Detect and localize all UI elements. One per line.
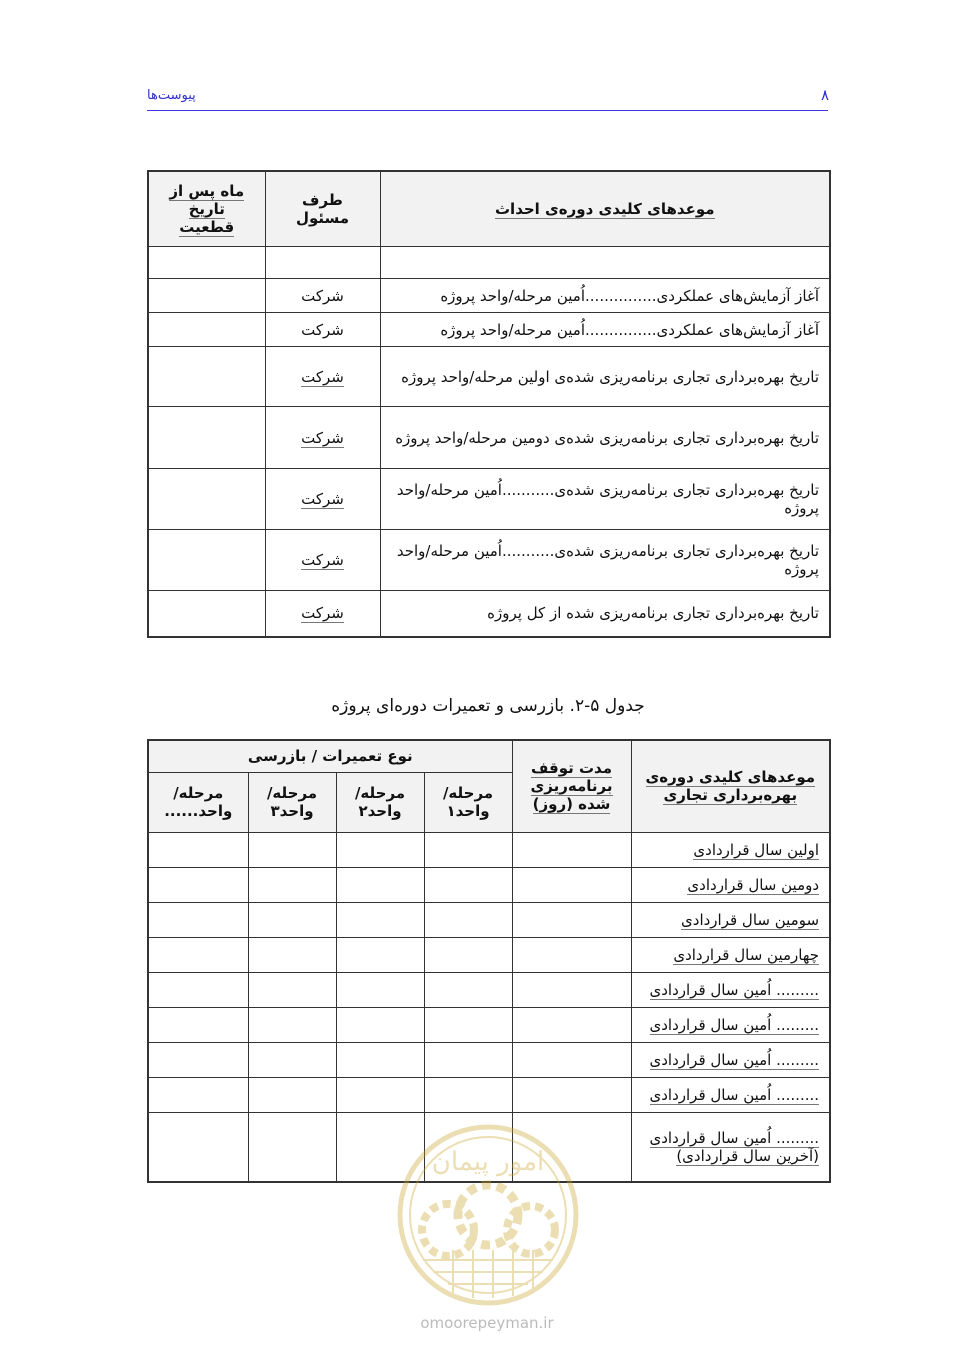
milestone-cell: ......... اُمین سال قراردادی: [631, 1042, 830, 1077]
table-row: [148, 1042, 830, 1077]
watermark-logo: [393, 1120, 583, 1310]
unit-header: مرحله/ واحد......: [148, 772, 248, 832]
svg-text:امور پیمان: امور پیمان: [431, 1147, 545, 1177]
page-number: ۸: [821, 86, 830, 104]
milestone-cell: ......... اُمین سال قراردادی (آخرین سال قراردادی): [631, 1112, 830, 1182]
party-cell: شرکت: [265, 347, 380, 407]
table-row: [148, 279, 830, 313]
party-cell: شرکت: [265, 469, 380, 530]
gear-logo-icon: [393, 1120, 583, 1310]
table-row: [148, 469, 830, 530]
months-cell: [148, 347, 265, 407]
months-cell: [148, 313, 265, 347]
party-cell: شرکت: [265, 530, 380, 591]
milestone-cell: [380, 247, 830, 279]
milestone-cell: تاریخ بهره‌برداری تجاری برنامه‌ریزی شده از کل پروژه: [380, 591, 830, 637]
party-cell: شرکت: [265, 407, 380, 469]
downtime-header: مدت توقف برنامه‌ریزی شده (روز): [512, 740, 631, 832]
table-caption: جدول ۵-۲. بازرسی و تعمیرات دوره‌ای پروژه: [331, 696, 645, 716]
milestone-cell: تاریخ بهره‌برداری تجاری برنامه‌ریزی شده‌ی دومین مرحله/واحد پروژه: [380, 407, 830, 469]
table-row: [148, 972, 830, 1007]
construction-milestones-table: [147, 170, 831, 638]
months-cell: [148, 591, 265, 637]
months-header: ماه پس از تاریخ قطعیت: [148, 171, 265, 247]
milestone-cell: اولین سال قراردادی: [631, 832, 830, 867]
table-row: [148, 247, 830, 279]
table-row: [148, 1007, 830, 1042]
table-row: [148, 937, 830, 972]
table-row: [148, 313, 830, 347]
section-title: پیوست‌ها: [147, 88, 196, 103]
table-row: [148, 867, 830, 902]
milestone-cell: ......... اُمین سال قراردادی: [631, 1007, 830, 1042]
unit-header: مرحله/ واحد۱: [424, 772, 512, 832]
table-row: [148, 832, 830, 867]
repair-type-header: نوع تعمیرات / بازرسی: [148, 740, 512, 772]
milestone-header: موعدهای کلیدی دوره‌ی بهره‌برداری تجاری: [631, 740, 830, 832]
party-cell: شرکت: [265, 279, 380, 313]
milestone-header: موعدهای کلیدی دوره‌ی احداث: [380, 171, 830, 247]
table-row: [148, 530, 830, 591]
months-cell: [148, 530, 265, 591]
inspection-repair-table: [147, 739, 831, 1183]
milestone-cell: آغاز آزمایش‌های عملکردی...............اُمین مرحله/واحد پروژه: [380, 279, 830, 313]
table-row: [148, 407, 830, 469]
milestone-cell: ......... اُمین سال قراردادی: [631, 1077, 830, 1112]
milestone-cell: چهارمین سال قراردادی: [631, 937, 830, 972]
table-row: [148, 1077, 830, 1112]
unit-header: مرحله/ واحد۳: [248, 772, 336, 832]
milestone-cell: تاریخ بهره‌برداری تجاری برنامه‌ریزی شده‌ی...........اُمین مرحله/واحد پروژه: [380, 469, 830, 530]
party-cell: شرکت: [265, 591, 380, 637]
months-cell: [148, 407, 265, 469]
months-cell: [148, 247, 265, 279]
party-cell: شرکت: [265, 313, 380, 347]
milestone-cell: تاریخ بهره‌برداری تجاری برنامه‌ریزی شده‌ی اولین مرحله/واحد پروژه: [380, 347, 830, 407]
milestone-cell: تاریخ بهره‌برداری تجاری برنامه‌ریزی شده‌ی...........اُمین مرحله/واحد پروژه: [380, 530, 830, 591]
party-cell: [265, 247, 380, 279]
party-header: طرف مسئول: [265, 171, 380, 247]
months-cell: [148, 469, 265, 530]
watermark-url: omoorepeyman.ir: [420, 1314, 554, 1332]
months-cell: [148, 279, 265, 313]
milestone-cell: سومین سال قراردادی: [631, 902, 830, 937]
milestone-cell: دومین سال قراردادی: [631, 867, 830, 902]
unit-header: مرحله/ واحد۲: [336, 772, 424, 832]
table-row: [148, 902, 830, 937]
milestone-cell: ......... اُمین سال قراردادی: [631, 972, 830, 1007]
table-row: [148, 347, 830, 407]
table-row: [148, 591, 830, 637]
milestone-cell: آغاز آزمایش‌های عملکردی...............اُمین مرحله/واحد پروژه: [380, 313, 830, 347]
page-header: [147, 84, 828, 111]
